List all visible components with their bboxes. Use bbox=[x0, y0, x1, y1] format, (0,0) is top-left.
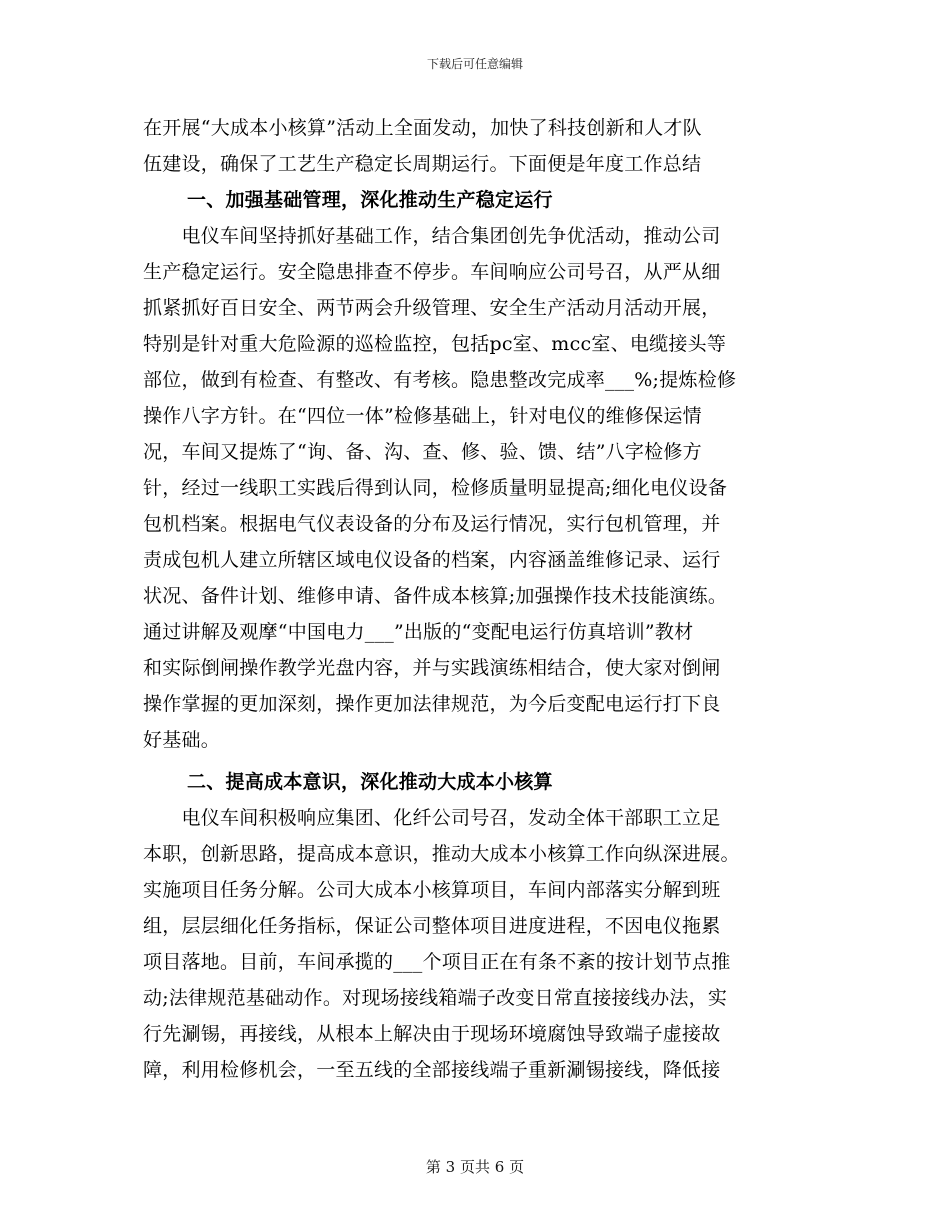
body-line: 操作掌握的更加深刻，操作更加法律规范，为今后变配电运行打下良 bbox=[143, 693, 721, 715]
body-line: 抓紧抓好百日安全、两节两会升级管理、安全生产活动月活动开展， bbox=[143, 297, 721, 319]
body-line: 实施项目任务分解。公司大成本小核算项目，车间内部落实分解到班 bbox=[143, 879, 721, 901]
body-line: 行先涮锡，再接线，从根本上解决由于现场环境腐蚀导致端子虚接故 bbox=[143, 1023, 721, 1045]
body-line: 针，经过一线职工实践后得到认同，检修质量明显提高;细化电仪设备 bbox=[143, 477, 728, 499]
body-line: 电仪车间坚持抓好基础工作，结合集团创先争优活动，推动公司 bbox=[143, 225, 721, 247]
page-footer: 第 3 页共 6 页 bbox=[425, 1158, 525, 1176]
section-heading-1: 一、加强基础管理，深化推动生产稳定运行 bbox=[187, 189, 553, 211]
body-line: 部位，做到有检查、有整改、有考核。隐患整改完成率___%;提炼检修 bbox=[143, 369, 737, 391]
page-header: 下载后可任意编辑 bbox=[426, 57, 523, 71]
section-heading-2: 二、提高成本意识，深化推动大成本小核算 bbox=[187, 771, 553, 793]
body-line: 本职，创新思路，提高成本意识，推动大成本小核算工作向纵深进展。 bbox=[143, 843, 740, 865]
body-line: 好基础。 bbox=[143, 729, 221, 751]
body-line: 状况、备件计划、维修申请、备件成本核算;加强操作技术技能演练。 bbox=[143, 585, 728, 607]
document-body bbox=[143, 110, 803, 1088]
body-line: 电仪车间积极响应集团、化纤公司号召，发动全体干部职工立足 bbox=[143, 807, 721, 829]
body-line: 障，利用检修机会，一至五线的全部接线端子重新涮锡接线，降低接 bbox=[143, 1059, 721, 1081]
body-line: 在开展“大成本小核算”活动上全面发动，加快了科技创新和人才队 bbox=[143, 117, 702, 139]
body-line: 特别是针对重大危险源的巡检监控，包括pc室、mcc室、电缆接头等 bbox=[143, 333, 727, 355]
body-line: 责成包机人建立所辖区域电仪设备的档案，内容涵盖维修记录、运行 bbox=[143, 549, 721, 571]
body-line: 组，层层细化任务指标，保证公司整体项目进度进程，不因电仪拖累 bbox=[143, 915, 721, 937]
body-line: 项目落地。目前，车间承揽的___个项目正在有条不紊的按计划节点推 bbox=[143, 951, 731, 973]
body-line: 和实际倒闸操作教学光盘内容，并与实践演练相结合，使大家对倒闸 bbox=[143, 657, 721, 679]
body-line: 伍建设，确保了工艺生产稳定长周期运行。下面便是年度工作总结 bbox=[143, 153, 702, 175]
body-line: 包机档案。根据电气仪表设备的分布及运行情况，实行包机管理，并 bbox=[143, 513, 721, 535]
body-line: 操作八字方针。在“四位一体”检修基础上，针对电仪的维修保运情 bbox=[143, 405, 702, 427]
body-line: 况，车间又提炼了“询、备、沟、查、修、验、馈、结”八字检修方 bbox=[143, 441, 702, 463]
body-line: 通过讲解及观摩“中国电力___”出版的“变配电运行仿真培训”教材 bbox=[143, 621, 694, 643]
body-line: 生产稳定运行。安全隐患排查不停步。车间响应公司号召，从严从细 bbox=[143, 261, 721, 283]
body-line: 动;法律规范基础动作。对现场接线箱端子改变日常直接接线办法，实 bbox=[143, 987, 728, 1009]
